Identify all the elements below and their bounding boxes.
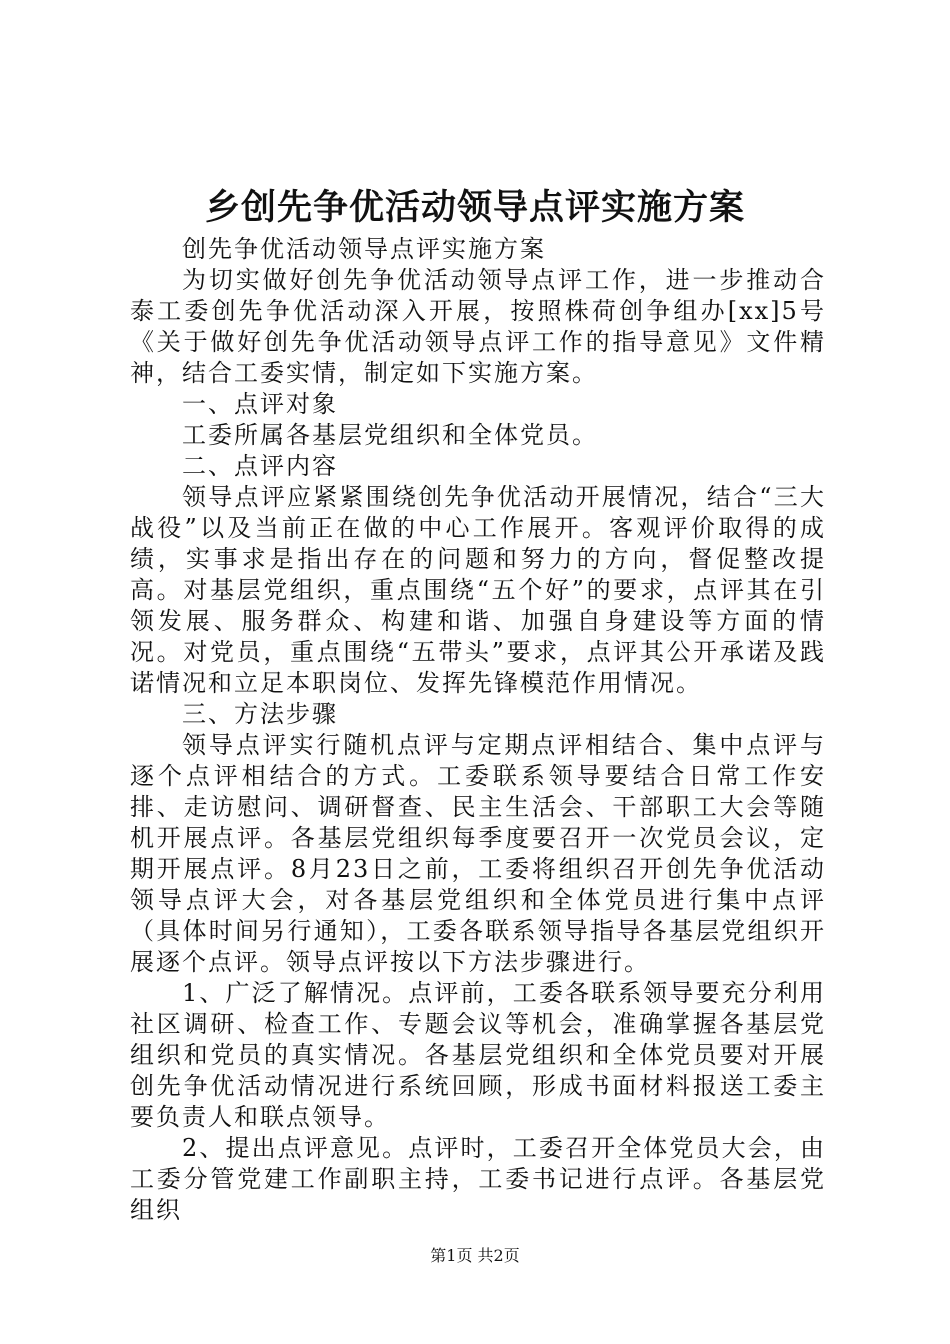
document-body [130,234,826,1226]
section-heading-content: 二、点评内容 [182,452,338,480]
paragraph-targets: 工委所属各基层党组织和全体党员。 [182,421,598,449]
paragraph-methods: 领导点评实行随机点评与定期点评相结合、集中点评与逐个点评相结合的方式。工委联系领导要结合日常工作安排、走访慰问、调研督查、民主生活会、干部职工大会等随机开展点评。各基层党组织每季度要召开一次党员会议，定期开展点评。8月23日之前，工委将组织召开创先争优活动领导点评大会，对各基层党组织和全体党员进行集中点评（具体时间另行通知），工委各联系领导指导各基层党组织开展逐个点评。领导点评按以下方法步骤进行。 [130,731,826,976]
paragraph-subtitle: 创先争优活动领导点评实施方案 [182,235,546,263]
paragraph-step-1: 1、广泛了解情况。点评前，工委各联系领导要充分利用社区调研、检查工作、专题会议等机会，准确掌握各基层党组织和党员的真实情况。各基层党组织和全体党员要对开展创先争优活动情况进行系统回顾，形成书面材料报送工委主要负责人和联点领导。 [130,979,826,1131]
page-footer: 第1页 共2页 [430,1246,520,1265]
document-title: 乡创先争优活动领导点评实施方案 [204,187,745,228]
paragraph-intro: 为切实做好创先争优活动领导点评工作，进一步推动合泰工委创先争优活动深入开展，按照株荷创争组办[xx]5号《关于做好创先争优活动领导点评工作的指导意见》文件精神，结合工委实情，制定如下实施方案。 [130,266,826,387]
section-heading-methods: 三、方法步骤 [182,700,338,728]
paragraph-content: 领导点评应紧紧围绕创先争优活动开展情况，结合“三大战役”以及当前正在做的中心工作展开。客观评价取得的成绩，实事求是指出存在的问题和努力的方向，督促整改提高。对基层党组织，重点围绕“五个好”的要求，点评其在引领发展、服务群众、构建和谐、加强自身建设等方面的情况。对党员，重点围绕“五带头”要求，点评其公开承诺及践诺情况和立足本职岗位、发挥先锋模范作用情况。 [130,483,826,697]
paragraph-step-2: 2、提出点评意见。点评时，工委召开全体党员大会，由工委分管党建工作副职主持，工委书记进行点评。各基层党组织 [130,1134,826,1224]
section-heading-targets: 一、点评对象 [182,390,338,418]
